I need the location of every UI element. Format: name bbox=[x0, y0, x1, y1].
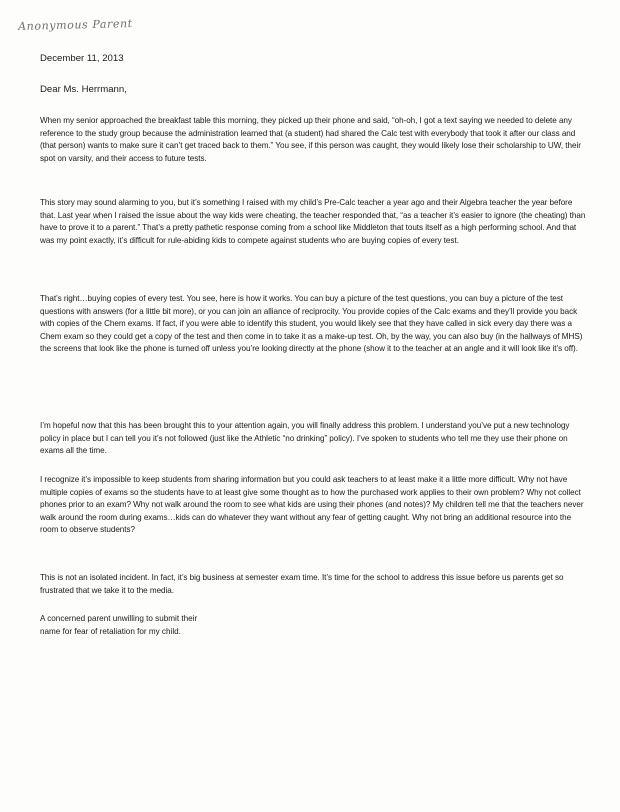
paragraph-3: That’s right…buying copies of every test. You see, here is how it works. You can buy a picture of the test questions, you can buy a picture of the test questions with answers (for a little bit more), or you can join an alliance of reciprocity. You provide copies of the Calc exams and they’ll provide you back with copies of the Chem exams. If fact, if you were able to identify this student, you would likely see that they have called in sick every day there was a Chem exam so they could get a copy of the test and then come in to take it as a make-up test. Oh, by the way, you can also buy (in the hallways of MHS) the screens that look like the phone is turned off unless you’re looking directly at the phone (show it to the teacher at an angle and it will look like it’s off). bbox=[40, 294, 583, 354]
paragraph-2: This story may sound alarming to you, but it’s something I raised with my child’s Pre-Calc teacher a year ago and their Algebra teacher the year before that. Last year when I raised the issue about the way kids were cheating, the teacher responded that, “as a teacher it’s easier to ignore (the cheating) than have to prove it to a parent.” That’s a pretty pathetic response coming from a school like Middleton that touts itself as a high performing school. And that was my point exactly, it’s difficult for rule-abiding kids to compete against students who are buying copies of every test. bbox=[40, 198, 586, 245]
salutation: Dear Ms. Herrmann, bbox=[40, 84, 127, 95]
signature-block: A concerned parent unwilling to submit their name for fear of retaliation for my child. bbox=[40, 614, 198, 636]
letter-date: December 11, 2013 bbox=[40, 53, 124, 64]
handwritten-annotation: Anonymous Parent bbox=[18, 17, 133, 33]
paragraph-1: When my senior approached the breakfast table this morning, they picked up their phone and said, “oh-oh, I got a text saying we needed to delete any reference to the study group because the administration learned that (a student) had shared the Calc test with everybody that took it after our class and (that person) wants to make sure it can’t get traced back to them.” You see, if this person was caught, they would likely lose their scholarship to UW, their spot on varsity, and their access to future tests. bbox=[40, 116, 581, 163]
paragraph-6: This is not an isolated incident. In fact, it’s big business at semester exam time. It’s time for the school to address this issue before us parents get so frustrated that we take it to the media. bbox=[40, 573, 564, 595]
paragraph-4: I’m hopeful now that this has been brought this to your attention again, you will finally address this problem. I understand you’ve put a new technology policy in place but I can tell you it’s not followed (just like the Athletic “no drinking” policy). I’ve spoken to students who tell me they use their phone on exams all the time. bbox=[40, 421, 570, 456]
paragraph-5: I recognize it’s impossible to keep students from sharing information but you could ask teachers to at least make it a little more difficult. Why not have multiple copies of exams so the students have to at least give some thought as to how the purchased work applies to their own problem? Why not collect phones prior to an exam? Why not walk around the room to see what kids are using their phones (and notes)? My children tell me that the teachers never walk around the room during exams…kids can do whatever they want without any fear of getting caught. Why not bring an additional resource into the room to observe students? bbox=[40, 475, 584, 535]
